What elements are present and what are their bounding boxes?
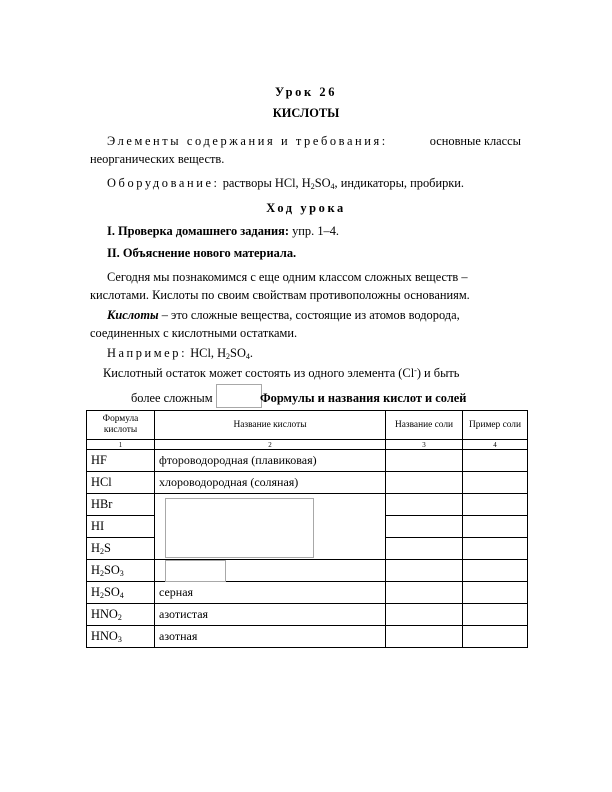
salt-name (386, 516, 463, 538)
acid-name: азотная (155, 626, 386, 648)
table-row (87, 450, 528, 472)
acid-name (155, 560, 386, 582)
salt-name (386, 604, 463, 626)
acid-name (155, 494, 386, 560)
acids-table (86, 410, 528, 648)
lesson-title: КИСЛОТЫ (272, 106, 340, 120)
table-row (87, 560, 528, 582)
elements-label: Элементы содержания и требования: (107, 134, 388, 148)
table-row (87, 472, 528, 494)
salt-name (386, 494, 463, 516)
example-line: Например: HCl, $H_2SO_4$. (107, 346, 253, 361)
table-row (87, 604, 528, 626)
salt-example (463, 450, 528, 472)
acid-formula: HCl (87, 472, 155, 494)
acid-formula: $H_2SO_3$ (87, 560, 155, 582)
intro-line-2: кислотами. Кислоты по своим свойствам противоположны основаниям. (90, 288, 470, 302)
col-header: Название кислоты (155, 411, 386, 440)
elements-text: основные классы (429, 134, 521, 148)
salt-example (463, 472, 528, 494)
acid-name: хлороводородная (соляная) (155, 472, 386, 494)
acid-formula: $HNO_3$ (87, 626, 155, 648)
salt-example (463, 538, 528, 560)
col-header: Формула кислоты (87, 411, 155, 440)
lesson-number: Урок 26 (275, 85, 337, 99)
table-row (87, 494, 528, 516)
blank-box (165, 560, 226, 582)
table-number-row (87, 440, 528, 450)
section2-heading: II. Объяснение нового материала. (107, 246, 297, 260)
salt-name (386, 538, 463, 560)
blank-box (216, 384, 262, 408)
acid-formula: HI (87, 516, 155, 538)
salt-name (386, 450, 463, 472)
elements-text-cont: неорганических веществ. (90, 152, 225, 166)
salt-example (463, 516, 528, 538)
acid-name: серная (155, 582, 386, 604)
acid-name: азотистая (155, 604, 386, 626)
acid-name: фтороводородная (плавиковая) (155, 450, 386, 472)
table-row (87, 626, 528, 648)
salt-name (386, 560, 463, 582)
col-number: 3 (386, 440, 463, 450)
salt-example (463, 494, 528, 516)
table-caption: Формулы и названия кислот и солей (260, 391, 467, 405)
col-number: 4 (463, 440, 528, 450)
equipment-line: Оборудование: растворы HCl, $H_2SO_4$, индикаторы, пробирки. (107, 176, 465, 191)
salt-name (386, 626, 463, 648)
equipment-label: Оборудование: (107, 176, 220, 190)
residue-line-2: более сложным (131, 391, 213, 405)
salt-name (386, 582, 463, 604)
acid-formula: $H_2SO_4$ (87, 582, 155, 604)
salt-example (463, 582, 528, 604)
salt-example (463, 604, 528, 626)
col-number: 1 (87, 440, 155, 450)
col-number: 2 (155, 440, 386, 450)
definition-line-1: Кислоты – это сложные вещества, состоящие из атомов водорода, (107, 308, 460, 322)
blank-box (165, 498, 314, 558)
acid-formula: $HNO_2$ (87, 604, 155, 626)
salt-example (463, 626, 528, 648)
col-header: Название соли (386, 411, 463, 440)
acid-formula: $H_2S$ (87, 538, 155, 560)
definition-term: Кислоты (107, 308, 159, 322)
acid-formula: HF (87, 450, 155, 472)
intro-line-1: Сегодня мы познакомимся с еще одним классом сложных веществ – (107, 270, 468, 284)
elements-line (107, 134, 521, 149)
salt-example (463, 560, 528, 582)
residue-line-1: Кислотный остаток может состоять из одного элемента (Cl-) и быть (103, 366, 460, 380)
acid-formula: HBr (87, 494, 155, 516)
section1: I. Проверка домашнего задания: упр. 1–4. (107, 224, 340, 238)
table-row (87, 582, 528, 604)
definition-line-2: соединенных с кислотными остатками. (90, 326, 298, 340)
col-header: Пример соли (463, 411, 528, 440)
salt-name (386, 472, 463, 494)
table-header-row (87, 411, 528, 440)
course-heading: Ход урока (266, 201, 346, 215)
